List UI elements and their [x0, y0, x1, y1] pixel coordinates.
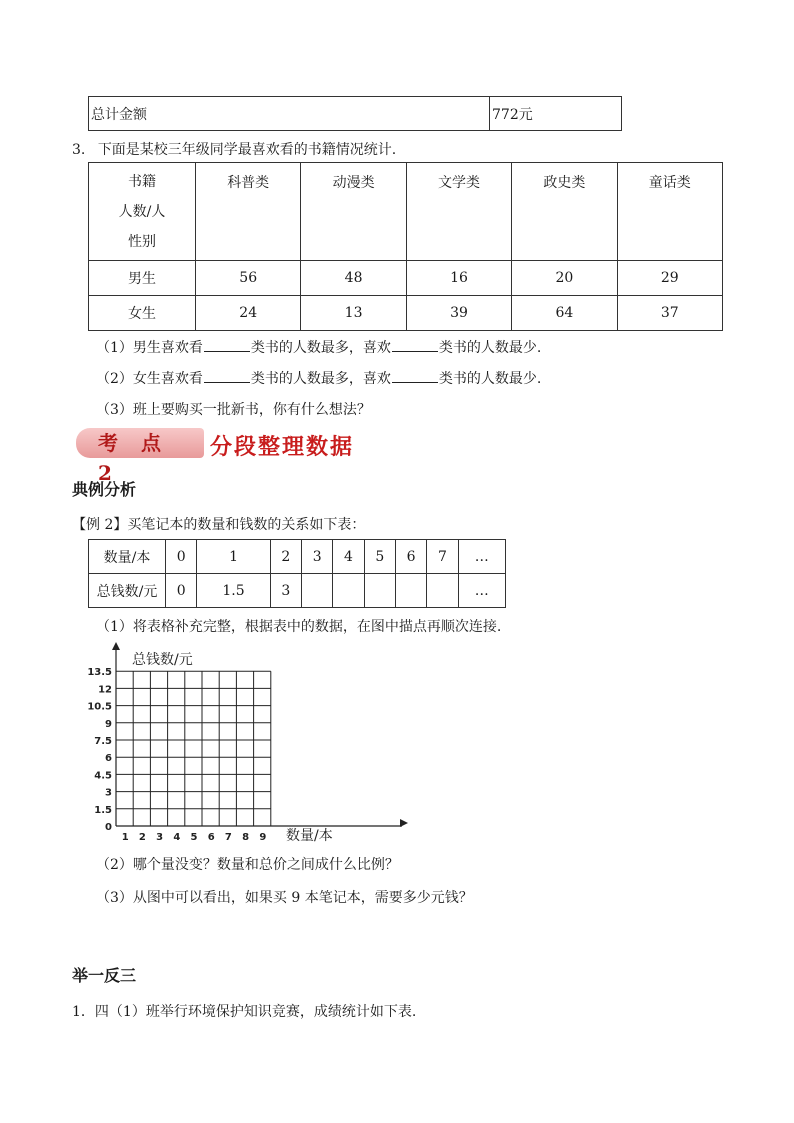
practice-q1: 1．四（1）班举行环境保护知识竞赛，成绩统计如下表.: [72, 1004, 417, 1020]
coordinate-grid[interactable]: [80, 640, 420, 850]
q3-sub2: [96, 368, 541, 388]
example-heading: 典例分析: [72, 480, 137, 499]
table-row: [89, 261, 723, 296]
q3-sub2-part2: 类书的人数最多，喜欢: [250, 371, 391, 387]
x-tick-label: 7: [224, 832, 232, 843]
x-tick-label: 9: [259, 832, 267, 843]
row-label-quantity: 数量/本: [89, 540, 166, 574]
table-cell-blank[interactable]: [364, 574, 395, 608]
table-cell: …: [458, 574, 505, 608]
table-cell: 0: [166, 574, 197, 608]
category-header: 文学类: [406, 163, 511, 261]
answer-blank[interactable]: [204, 369, 250, 383]
table-cell-blank[interactable]: [427, 574, 458, 608]
table-cell: 56: [196, 261, 301, 296]
table-cell: 64: [512, 296, 617, 331]
table-cell: 6: [395, 540, 426, 574]
answer-blank[interactable]: [204, 338, 250, 352]
example-intro: 【例 2】买笔记本的数量和钱数的关系如下表：: [72, 517, 366, 533]
table-cell: 2: [270, 540, 301, 574]
y-tick-label: 6: [105, 753, 112, 765]
books-table: [88, 162, 723, 331]
books-header-cell: [89, 163, 196, 261]
table-cell: 5: [364, 540, 395, 574]
q3-sub1-part1: （1）男生喜欢看: [96, 340, 203, 356]
category-header: 科普类: [196, 163, 301, 261]
table-cell: 13: [301, 296, 406, 331]
q3-sub2-part1: （2）女生喜欢看: [96, 371, 203, 387]
table-cell: 39: [406, 296, 511, 331]
table-cell: 37: [617, 296, 722, 331]
header-books: 书籍: [128, 173, 156, 190]
table-cell: 24: [196, 296, 301, 331]
x-axis-label: 数量/本: [286, 828, 333, 844]
table-row: [89, 574, 506, 608]
header-people: 人数/人: [118, 203, 166, 220]
table-cell: 29: [617, 261, 722, 296]
y-axis-arrow-icon: [112, 642, 120, 650]
practice-heading: 举一反三: [72, 966, 137, 985]
table-cell: 0: [166, 540, 197, 574]
table-cell: …: [458, 540, 505, 574]
table-row: [89, 296, 723, 331]
x-tick-label: 4: [173, 832, 181, 843]
y-tick-label: 7.5: [94, 736, 112, 747]
table-row: [89, 540, 506, 574]
answer-blank[interactable]: [392, 369, 438, 383]
category-header: 政史类: [512, 163, 617, 261]
row-label-total: 总钱数/元: [89, 574, 166, 608]
table-cell: 3: [270, 574, 301, 608]
q3-sub1-part3: 类书的人数最少.: [438, 340, 542, 356]
y-tick-label: 3: [105, 787, 112, 799]
table-cell: 16: [406, 261, 511, 296]
table-cell: 48: [301, 261, 406, 296]
y-tick-label: 12: [98, 684, 112, 696]
example-sub1: （1）将表格补充完整，根据表中的数据，在图中描点再顺次连接.: [96, 619, 502, 635]
q3-sub3: （3）班上要购买一批新书，你有什么想法？: [96, 402, 371, 418]
category-header: 童话类: [617, 163, 722, 261]
table-cell-blank[interactable]: [302, 574, 333, 608]
topic-title: 分段整理数据: [210, 434, 355, 460]
table-cell: 1.5: [197, 574, 270, 608]
header-gender: 性别: [128, 233, 156, 250]
example-sub3: （3）从图中可以看出，如果买 9 本笔记本，需要多少元钱？: [96, 890, 473, 906]
total-amount-table: [88, 96, 622, 131]
total-amount-label: 总计金额: [89, 97, 490, 131]
table-cell-blank[interactable]: [333, 574, 364, 608]
notebook-table: [88, 539, 506, 608]
x-tick-label: 2: [138, 832, 146, 843]
q3-sub1: [96, 337, 541, 357]
answer-blank[interactable]: [392, 338, 438, 352]
table-cell: 20: [512, 261, 617, 296]
y-tick-label: 10.5: [87, 701, 112, 713]
x-tick-label: 8: [242, 832, 250, 843]
x-tick-label: 5: [190, 832, 198, 843]
table-cell: 4: [333, 540, 364, 574]
y-tick-label: 9: [105, 718, 112, 730]
y-tick-label: 0: [105, 822, 112, 833]
x-tick-label: 6: [207, 832, 215, 843]
y-tick-label: 4.5: [94, 770, 112, 782]
q3-text: 下面是某校三年级同学最喜欢看的书籍情况统计.: [97, 142, 397, 158]
x-tick-label: 3: [156, 832, 164, 843]
table-cell: 1: [197, 540, 270, 574]
row-label-girls: 女生: [89, 296, 196, 331]
topic-tab: 考 点 2: [76, 428, 204, 458]
q3-prompt: [72, 139, 396, 159]
q3-number: 3.: [72, 142, 86, 158]
q3-sub2-part3: 类书的人数最少.: [438, 371, 542, 387]
table-cell: 3: [302, 540, 333, 574]
table-cell-blank[interactable]: [395, 574, 426, 608]
total-amount-value: 772元: [490, 97, 622, 131]
x-axis-arrow-icon: [400, 819, 408, 827]
y-tick-label: 1.5: [94, 804, 112, 816]
table-cell: 7: [427, 540, 458, 574]
y-axis-label: 总钱数/元: [132, 652, 193, 668]
y-tick-label: 13.5: [87, 667, 112, 679]
q3-sub1-part2: 类书的人数最多，喜欢: [250, 340, 391, 356]
category-header: 动漫类: [301, 163, 406, 261]
example-sub2: （2）哪个量没变？数量和总价之间成什么比例？: [96, 857, 399, 873]
row-label-boys: 男生: [89, 261, 196, 296]
x-tick-label: 1: [121, 832, 129, 843]
